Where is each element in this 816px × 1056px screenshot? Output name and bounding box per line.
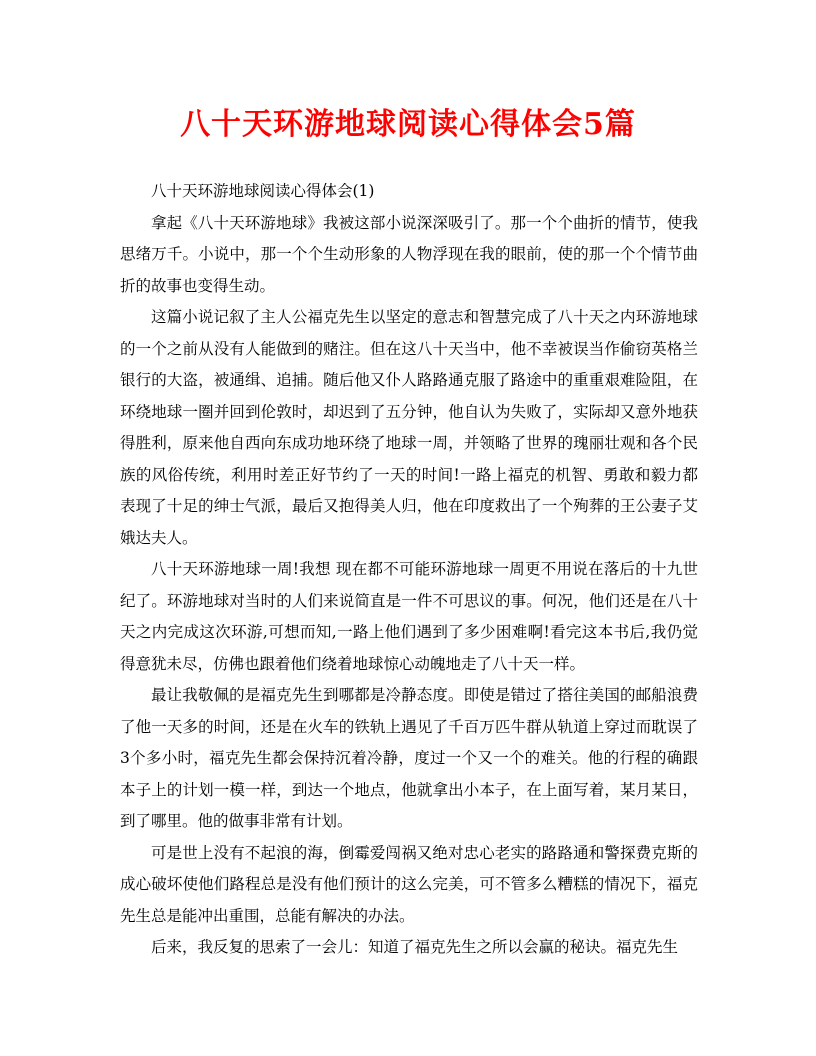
document-title: 八十天环游地球阅读心得体会5篇 <box>180 107 636 142</box>
section-subheading: 八十天环游地球阅读心得体会(1) <box>151 182 375 200</box>
paragraph-5: 可是世上没有不起浪的海，倒霉爱闯祸又绝对忠心老实的路路通和警探费克斯的成心破坏使他们路程总是没有他们预计的这么完美，可不管多么糟糕的情况下，福克先生总是能冲出重围，总能有解决的办法。 <box>120 843 698 925</box>
paragraph-1: 拿起《八十天环游地球》我被这部小说深深吸引了。那一个个曲折的情节，使我思绪万千。小说中，那一个个生动形象的人物浮现在我的眼前，使的那一个个情节曲折的故事也变得生动。 <box>120 213 698 295</box>
paragraph-6: 后来，我反复的思索了一会儿：知道了福克先生之所以会赢的秘诀。福克先生 <box>151 938 679 956</box>
document-body <box>120 176 698 964</box>
paragraph-4: 最让我敬佩的是福克先生到哪都是冷静态度。即使是错过了搭往美国的邮船浪费了他一天多的时间，还是在火车的铁轨上遇见了千百万匹牛群从轨道上穿过而耽误了 3个多小时，福克先生都会保持沉着冷静，度过一个又一个的难关。他的行程的确跟本子上的计划一模一样，到达一个地点，他就拿出小本子，在上面写着，某月某日，到了哪里。他的做事非常有计划。 <box>120 686 698 830</box>
paragraph-3: 八十天环游地球一周!我想 现在都不可能环游地球一周更不用说在落后的十九世纪了。环游地球对当时的人们来说简直是一件不可思议的事。何况，他们还是在八十天之内完成这次环游,可想而知,一路上他们遇到了多少困难啊!看完这本书后,我仍觉得意犹未尽，仿佛也跟着他们绕着地球惊心动魄地走了八十天一样。 <box>120 560 698 673</box>
paragraph-2: 这篇小说记叙了主人公福克先生以坚定的意志和智慧完成了八十天之内环游地球的一个之前从没有人能做到的赌注。但在这八十天当中，他不幸被误当作偷窃英格兰银行的大盗，被通缉、追捕。随后他又仆人路路通克服了路途中的重重艰难险阻，在环绕地球一圈并回到伦敦时，却迟到了五分钟，他自认为失败了，实际却又意外地获得胜利，原来他自西向东成功地环绕了地球一周，并领略了世界的瑰丽壮观和各个民族的风俗传统，利用时差正好节约了一天的时间!一路上福克的机智、勇敢和毅力都表现了十足的绅士气派，最后又抱得美人归，他在印度救出了一个殉葬的王公妻子艾娥达夫人。 <box>120 308 698 547</box>
